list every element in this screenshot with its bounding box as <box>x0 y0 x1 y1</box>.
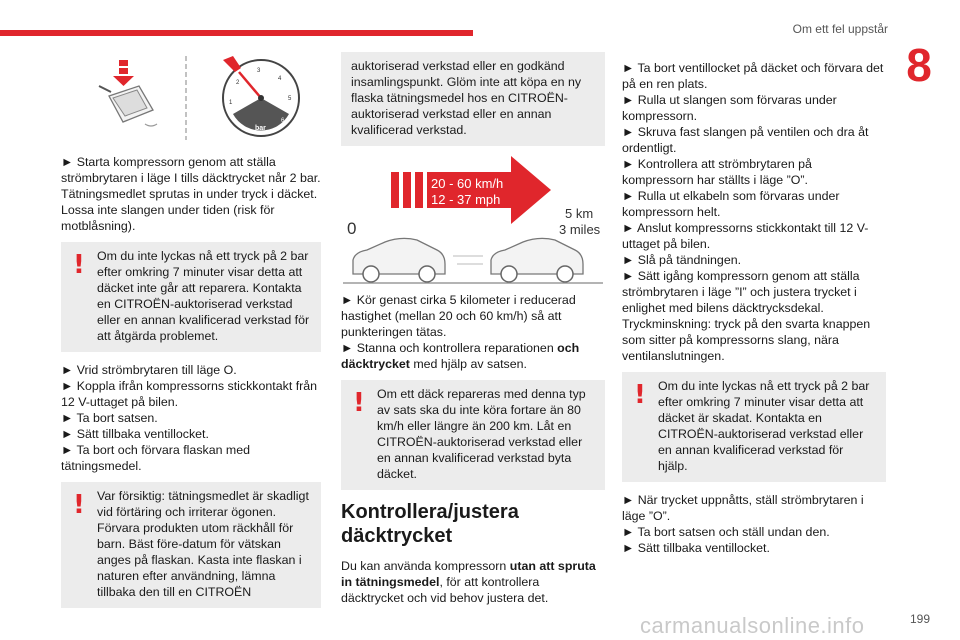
step-item: ► Sätt igång kompressorn genom att ställa strömbrytaren i läge ”I” och justera trycket i enlighet med bilens däcktrycksdekal. Tryckminskning: tryck på den svarta knappen som sitter på kompressorns slang, nära ventilanslutningen. <box>622 269 871 363</box>
gauge-unit: bar <box>255 125 266 132</box>
warning-text: Om ett däck repareras med denna typ av sats ska du inte köra fortare än 80 km/h eller längre än 200 km. Låt en CITROËN-auktoriserad verkstad eller en annan kvalificerad verkstad byta däcket. <box>377 387 586 481</box>
step-item: ► Koppla ifrån kompressorns stickkontakt från 12 V-uttaget på bilen. <box>61 379 318 409</box>
header-accent-bar <box>0 30 473 36</box>
warning-icon: ! <box>73 490 85 520</box>
warning-text: Om du inte lyckas nå ett tryck på 2 bar efter omkring 7 minuter visar detta att däcket inte går att reparera. Kontakta en CITROËN-auktoriserad verkstad eller en annan kvalificerad verkstad för att åtgärda problemet. <box>97 249 310 343</box>
switch-illustration <box>99 60 157 126</box>
instruction-check-repair <box>341 340 605 372</box>
step-item: ► Rulla ut elkabeln som förvaras under kompressorn helt. <box>622 189 840 219</box>
start-distance-label: 0 <box>347 219 357 238</box>
warning-text: auktoriserad verkstad eller en godkänd insamlingspunkt. Glöm inte att köpa en ny flaska tätningsmedel hos en CITROËN-auktoriserad verkstad eller en annan kvalificerad verkstad. <box>351 59 582 137</box>
text-run: Du kan använda kompressorn <box>341 559 510 573</box>
section-intro <box>341 558 605 606</box>
gauge-tick: 4 <box>278 76 282 82</box>
compressor-gauge-illustration <box>61 48 321 148</box>
warning-box <box>341 380 605 490</box>
driving-distance-illustration <box>341 156 605 286</box>
step-item: ► När trycket uppnåtts, ställ strömbrytaren i läge ”O”. <box>622 493 864 523</box>
step-item: ► Ta bort satsen. <box>61 411 158 425</box>
warning-icon: ! <box>634 380 646 410</box>
text-run: med hjälp av satsen. <box>409 357 527 371</box>
step-item: ► Ta bort satsen och ställ undan den. <box>622 525 830 539</box>
column-3 <box>622 60 886 556</box>
gauge-tick: 1 <box>229 100 233 106</box>
step-item: ► Sätt tillbaka ventillocket. <box>622 541 770 555</box>
page-number: 199 <box>909 612 930 626</box>
car-start-icon <box>353 238 445 282</box>
section-title: Om ett fel uppstår <box>792 22 888 36</box>
step-item: ► Sätt tillbaka ventillocket. <box>61 427 209 441</box>
warning-text: Var försiktig: tätningsmedlet är skadligt vid förtäring och irriterar ögonen. Förvara produkten utom räckhåll för barn. Bäst före-datum för vätskan anges på flaskan. Kasta inte flaskan i naturen efter användning, lämna tillbaka den till en CITROËN <box>97 489 309 599</box>
speed-kmh-label: 20 - 60 km/h <box>431 176 504 191</box>
chapter-number: 8 <box>906 39 932 91</box>
distance-km-label: 5 km <box>565 206 594 221</box>
step-item: ► Skruva fast slangen på ventilen och dra åt ordentligt. <box>622 125 869 155</box>
column-1 <box>61 48 321 618</box>
step-item: ► Ta bort och förvara flaskan med tätningsmedel. <box>61 443 251 473</box>
instruction-start-compressor: ► Starta kompressorn genom att ställa strömbrytaren i läge I tills däcktrycket når 2 bar. Tätningsmedlet sprutas in under tryck i däcket. Lossa inte slangen under tiden (risk för motblåsning). <box>61 155 321 233</box>
instruction-drive: ► Kör genast cirka 5 kilometer i reducerad hastighet (mellan 20 och 60 km/h) så att punkteringen tätas. <box>341 293 576 339</box>
distance-miles-label: 3 miles <box>559 222 601 237</box>
gauge-tick: 5 <box>288 96 292 102</box>
text-run-bold: utan att spruta in tätningsmedel <box>341 559 596 589</box>
speed-mph-label: 12 - 37 mph <box>431 192 501 207</box>
column-2 <box>341 52 605 612</box>
warning-box <box>61 482 321 608</box>
text-run-bold: och däcktrycket <box>341 341 580 371</box>
warning-box-continued <box>341 52 605 146</box>
gauge-tick: 3 <box>257 68 261 74</box>
pressure-gauge-icon <box>223 56 299 136</box>
step-item: ► Anslut kompressorns stickkontakt till 12 V-uttaget på bilen. <box>622 221 869 251</box>
warning-box <box>61 242 321 352</box>
warning-icon: ! <box>353 388 365 418</box>
gauge-tick: 2 <box>236 80 240 86</box>
text-run: , för att kontrollera däcktrycket och vid behov justera det. <box>341 575 549 605</box>
warning-icon: ! <box>73 250 85 280</box>
car-end-icon <box>453 238 583 282</box>
step-item: ► Rulla ut slangen som förvaras under kompressorn. <box>622 93 837 123</box>
text-run: ► Stanna och kontrollera reparationen <box>341 341 558 355</box>
gauge-tick: 6 <box>281 118 285 124</box>
watermark: carmanualsonline.info <box>640 613 865 638</box>
section-heading: Kontrollera/justera däcktrycket <box>341 501 519 547</box>
step-item: ► Ta bort ventillocket på däcket och förvara det på en ren plats. <box>622 61 884 91</box>
step-item: ► Kontrollera att strömbrytaren på kompressorn har ställts i läge ”O”. <box>622 157 812 187</box>
step-item: ► Slå på tändningen. <box>622 253 742 267</box>
step-item: ► Vrid strömbrytaren till läge O. <box>61 363 237 377</box>
warning-text: Om du inte lyckas nå ett tryck på 2 bar efter omkring 7 minuter visar detta att däcket är skadat. Kontakta en CITROËN-auktoriserad verkstad eller en annan kvalificerad verkstad för hjälp. <box>658 379 870 473</box>
warning-box <box>622 372 886 482</box>
